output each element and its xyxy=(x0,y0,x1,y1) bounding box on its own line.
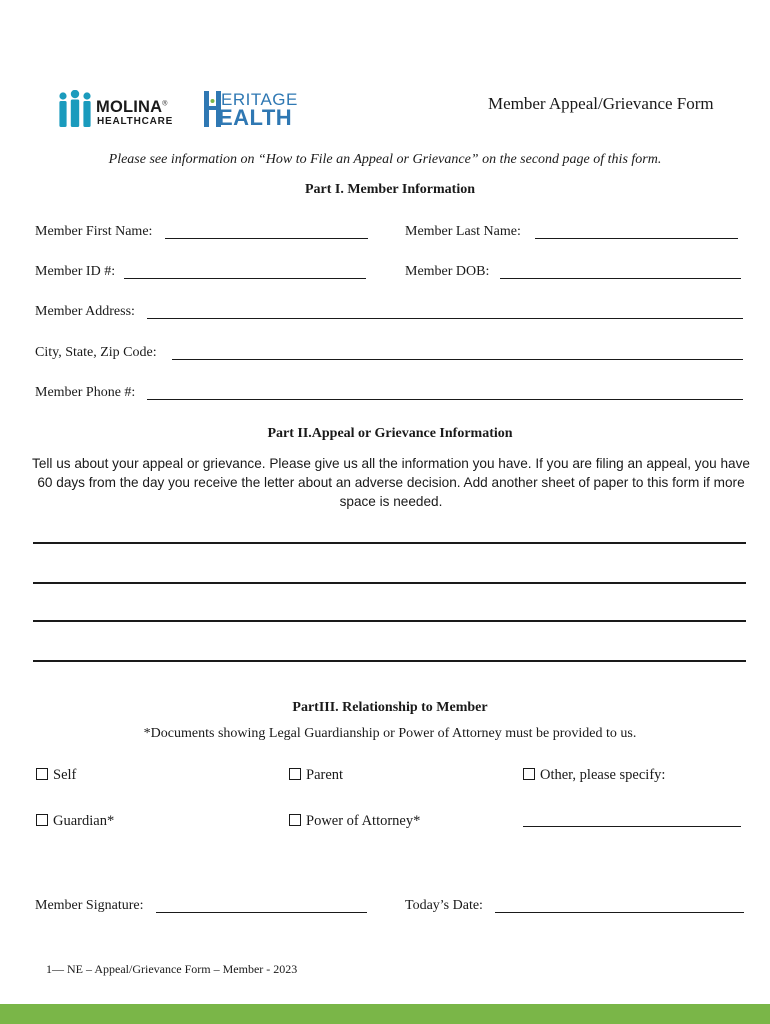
date-label: Today’s Date: xyxy=(405,898,483,913)
first-name-field[interactable] xyxy=(165,238,368,239)
poa-checkbox[interactable] xyxy=(289,814,301,826)
footer-text: 1— NE – Appeal/Grievance Form – Member - 2023 xyxy=(46,962,298,976)
appeal-text-line[interactable] xyxy=(33,582,746,584)
signature-field[interactable] xyxy=(156,912,367,913)
molina-registered-mark: ® xyxy=(162,100,168,108)
other-option[interactable] xyxy=(523,767,665,784)
dob-label: Member DOB: xyxy=(405,264,490,279)
guardian-checkbox[interactable] xyxy=(36,814,48,826)
molina-wordmark: MOLINA xyxy=(96,98,163,116)
last-name-field[interactable] xyxy=(535,238,738,239)
self-label: Self xyxy=(53,767,77,783)
self-option[interactable] xyxy=(36,767,76,784)
city-state-zip-label: City, State, Zip Code: xyxy=(35,345,157,360)
other-label: Other, please specify: xyxy=(540,767,666,783)
last-name-label: Member Last Name: xyxy=(405,224,521,239)
parent-checkbox[interactable] xyxy=(289,768,301,780)
heritage-health-logo xyxy=(204,90,324,130)
phone-label: Member Phone #: xyxy=(35,385,136,400)
address-field[interactable] xyxy=(147,318,743,319)
poa-option[interactable] xyxy=(289,813,420,830)
documents-note: *Documents showing Legal Guardianship or Power of Attorney must be provided to us. xyxy=(143,726,637,741)
part3-heading: PartIII. Relationship to Member xyxy=(292,700,488,715)
part2-heading: Part II.Appeal or Grievance Information xyxy=(267,426,513,441)
molina-healthcare-logo xyxy=(57,90,182,130)
guardian-label: Guardian* xyxy=(53,813,115,829)
member-id-field[interactable] xyxy=(124,278,366,279)
health-wordmark: EALTH xyxy=(218,105,293,130)
other-checkbox[interactable] xyxy=(523,768,535,780)
other-specify-field[interactable] xyxy=(523,826,741,827)
guardian-option[interactable] xyxy=(36,813,114,830)
date-field[interactable] xyxy=(495,912,744,913)
heritage-wordmark: ERITAGE xyxy=(221,90,298,109)
city-state-zip-field[interactable] xyxy=(172,359,743,360)
first-name-label: Member First Name: xyxy=(35,224,153,239)
appeal-text-line[interactable] xyxy=(33,660,746,662)
appeal-text-line[interactable] xyxy=(33,620,746,622)
healthcare-wordmark: HEALTHCARE xyxy=(97,116,174,127)
parent-option[interactable] xyxy=(289,767,343,784)
intro-note: Please see information on “How to File an Appeal or Grievance” on the second page of this form. xyxy=(108,152,662,167)
poa-label: Power of Attorney* xyxy=(306,813,421,829)
self-checkbox[interactable] xyxy=(36,768,48,780)
part1-heading: Part I. Member Information xyxy=(304,182,476,197)
parent-label: Parent xyxy=(306,767,344,783)
dob-field[interactable] xyxy=(500,278,741,279)
address-label: Member Address: xyxy=(35,304,135,319)
appeal-instructions: Tell us about your appeal or grievance. Please give us all the information you have. If you are filing an appeal, you have 60 days from the day you receive the letter about an adverse decision. Add another sheet of paper to this form if more space is needed. xyxy=(32,456,750,509)
appeal-text-line[interactable] xyxy=(33,542,746,544)
form-title: Member Appeal/Grievance Form xyxy=(488,94,714,113)
phone-field[interactable] xyxy=(147,399,743,400)
member-id-label: Member ID #: xyxy=(35,264,116,279)
footer-green-bar xyxy=(0,1004,770,1024)
signature-label: Member Signature: xyxy=(35,898,144,913)
molina-people-icon xyxy=(57,90,95,128)
